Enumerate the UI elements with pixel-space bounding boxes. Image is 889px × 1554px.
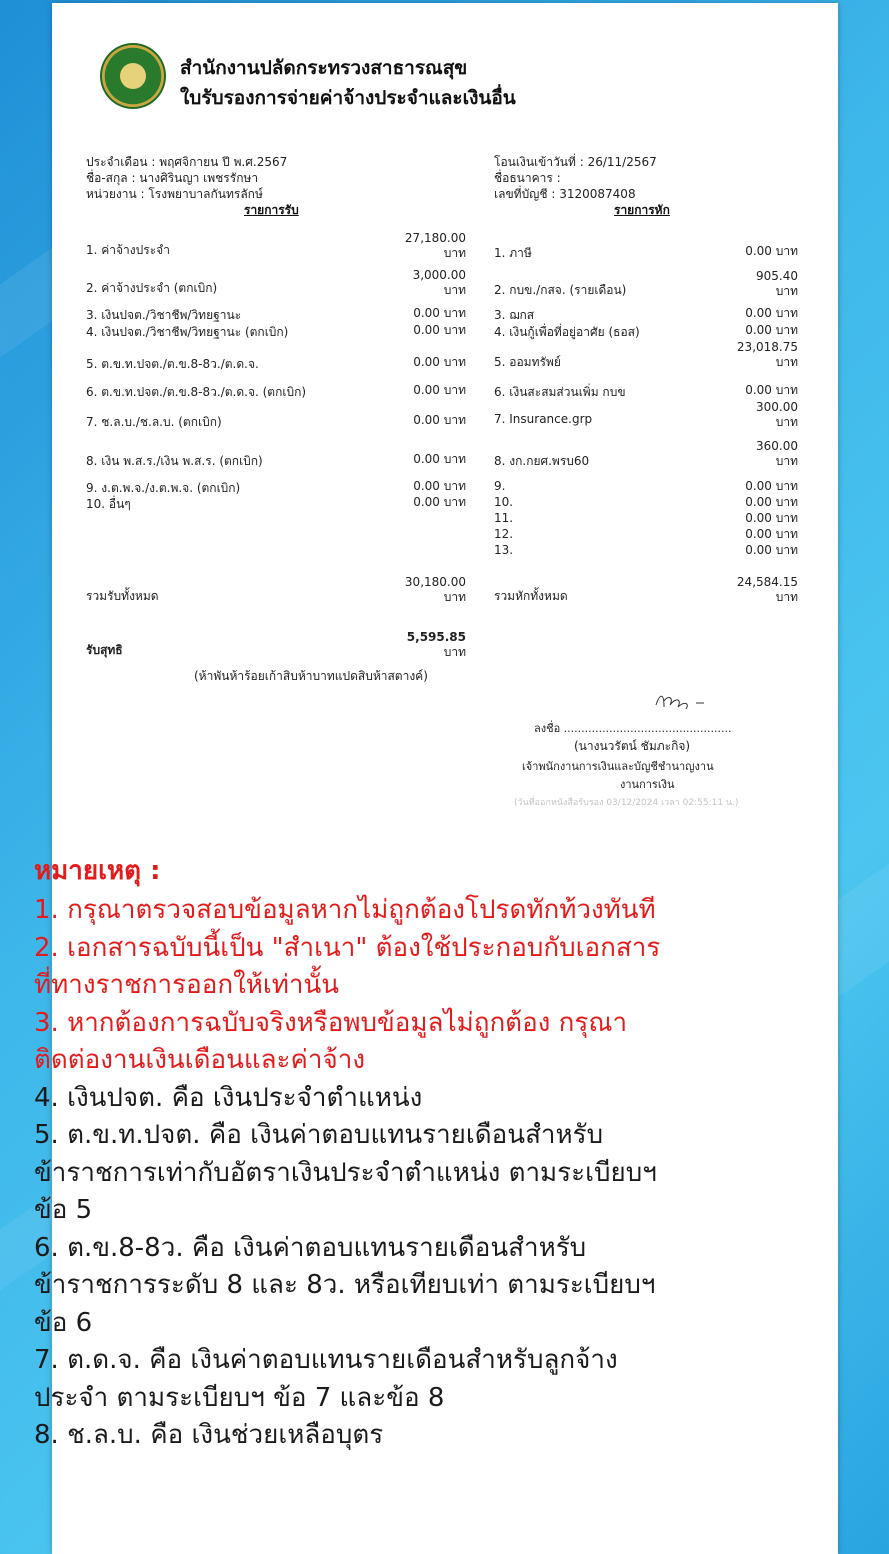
note-line: 8. ช.ล.บ. คือ เงินช่วยเหลือบุตร xyxy=(34,1420,384,1450)
info-transfer-date: โอนเงินเข้าวันที่ : 26/11/2567 xyxy=(494,155,657,169)
deduct-item-amount: 0.00 บาท xyxy=(745,511,798,525)
income-item-amount: 0.00 บาท xyxy=(413,495,466,509)
note-line: 7. ต.ด.จ. คือ เงินค่าตอบแทนรายเดือนสำหรับลูกจ้าง xyxy=(34,1345,618,1375)
deduct-item-label: 5. ออมทรัพย์ xyxy=(494,355,561,369)
notes-title: หมายเหตุ : xyxy=(34,856,161,886)
deduct-item-label: 13. xyxy=(494,543,514,557)
note-line: 6. ต.ข.8-8ว. คือ เงินค่าตอบแทนรายเดือนสำหรับ xyxy=(34,1232,587,1263)
signer-name: (นางนวรัตน์ ชัมภะกิจ) xyxy=(574,739,691,753)
income-item-label: 10. อื่นๆ xyxy=(86,497,131,511)
note-line: ข้าราชการระดับ 8 และ 8ว. หรือเทียบเท่า ตามระเบียบฯ xyxy=(34,1270,656,1300)
deduct-total-label: รวมหักทั้งหมด xyxy=(494,589,568,603)
signer-position: เจ้าพนักงานการเงินและบัญชีชำนาญงาน xyxy=(522,760,714,773)
deduct-item-amount: 0.00 บาท xyxy=(745,383,798,397)
income-item-label: 9. ง.ต.พ.จ./ง.ต.พ.จ. (ตกเบิก) xyxy=(86,481,241,495)
income-item-label: 7. ช.ล.บ./ช.ล.บ. (ตกเบิก) xyxy=(86,415,222,429)
info-name: ชื่อ-สกุล : นางศิรินญา เพชรรักษา xyxy=(86,171,259,185)
income-item-label: 8. เงิน พ.ส.ร./เงิน พ.ส.ร. (ตกเบิก) xyxy=(86,454,263,468)
income-item-label: 4. เงินปจต./วิชาชีพ/วิทยฐานะ (ตกเบิก) xyxy=(86,325,289,339)
deduct-item-label: 7. Insurance.grp xyxy=(494,412,593,426)
deduct-item-amount: 0.00 บาท xyxy=(745,495,798,509)
notes-section xyxy=(34,852,784,1455)
document-title: ใบรับรองการจ่ายค่าจ้างประจำและเงินอื่น xyxy=(180,87,516,109)
income-item-amount: 0.00 บาท xyxy=(413,413,466,427)
deduct-item-label: 6. เงินสะสมส่วนเพิ่ม กบข xyxy=(494,385,626,399)
deduct-item-amount: 23,018.75 บาท xyxy=(736,340,798,369)
info-account: เลขที่บัญชี : 3120087408 xyxy=(494,187,636,201)
info-bank: ชื่อธนาคาร : xyxy=(494,171,561,185)
income-total-amount: 30,180.00 บาท xyxy=(404,575,466,604)
note-line: 5. ต.ข.ท.ปจต. คือ เงินค่าตอบแทนรายเดือนสำหรับ xyxy=(34,1120,604,1150)
income-item-amount: 0.00 บาท xyxy=(413,323,466,337)
deduct-item-amount: 0.00 บาท xyxy=(745,244,798,258)
deduct-heading: รายการหัก xyxy=(614,203,670,217)
info-month: ประจำเดือน : พฤศจิกายน ปี พ.ศ.2567 xyxy=(86,155,288,169)
deduct-item-amount: 360.00 บาท xyxy=(756,439,798,468)
deduct-item-label: 8. งก.กยศ.พรบ60 xyxy=(494,454,590,468)
issue-timestamp: (วันที่ออกหนังสือรับรอง 03/12/2024 เวลา 02:55:11 น.) xyxy=(514,798,739,808)
income-item-amount: 3,000.00 บาท xyxy=(412,268,466,297)
net-amount: 5,595.85 บาท xyxy=(406,630,466,659)
deduct-item-label: 12. xyxy=(494,527,514,541)
info-unit: หน่วยงาน : โรงพยาบาลกันทรลักษ์ xyxy=(86,187,263,201)
net-amount-in-words: (ห้าพันห้าร้อยเก้าสิบห้าบาทแปดสิบห้าสตางค์) xyxy=(194,669,428,683)
note-line: 1. กรุณาตรวจสอบข้อมูลหากไม่ถูกต้องโปรดทักท้วงทันที xyxy=(34,895,656,925)
note-line: ที่ทางราชการออกให้เท่านั้น xyxy=(34,970,340,1000)
income-item-amount: 0.00 บาท xyxy=(413,452,466,466)
deduct-item-label: 4. เงินกู้เพื่อที่อยู่อาศัย (ธอส) xyxy=(494,325,640,339)
income-total-label: รวมรับทั้งหมด xyxy=(86,589,159,603)
income-item-label: 3. เงินปจต./วิชาชีพ/วิทยฐานะ xyxy=(86,308,242,322)
deduct-item-amount: 0.00 บาท xyxy=(745,306,798,320)
deduct-item-label: 3. ฌกส xyxy=(494,308,535,322)
note-line: ข้าราชการเท่ากับอัตราเงินประจำตำแหน่ง ตามระเบียบฯ xyxy=(34,1157,657,1188)
deduct-item-amount: 0.00 บาท xyxy=(745,543,798,557)
signer-department: งานการเงิน xyxy=(620,778,675,791)
income-item-label: 5. ต.ข.ท.ปจต./ต.ข.8-8ว./ต.ด.จ. xyxy=(86,357,259,371)
income-item-label: 2. ค่าจ้างประจำ (ตกเบิก) xyxy=(86,281,218,295)
income-item-amount: 0.00 บาท xyxy=(413,479,466,493)
deduct-item-amount: 0.00 บาท xyxy=(745,527,798,541)
deduct-item-label: 9. xyxy=(494,479,506,493)
deduct-item-amount: 0.00 บาท xyxy=(745,323,798,337)
ministry-seal-logo xyxy=(100,43,166,109)
income-item-label: 1. ค่าจ้างประจำ xyxy=(86,243,170,257)
income-item-amount: 27,180.00 บาท xyxy=(404,231,466,260)
deduct-item-amount: 0.00 บาท xyxy=(745,479,798,493)
deduct-item-amount: 905.40 บาท xyxy=(756,269,798,298)
deduct-total-amount: 24,584.15 บาท xyxy=(736,575,798,604)
note-line: ข้อ 6 xyxy=(34,1307,93,1338)
income-item-amount: 0.00 บาท xyxy=(413,383,466,397)
deduct-item-label: 2. กบข./กสจ. (รายเดือน) xyxy=(494,283,627,297)
note-line: 4. เงินปจต. คือ เงินประจำตำแหน่ง xyxy=(34,1082,423,1113)
income-item-amount: 0.00 บาท xyxy=(413,306,466,320)
income-heading: รายการรับ xyxy=(244,203,299,217)
note-line: 2. เอกสารฉบับนี้เป็น "สำเนา" ต้องใช้ประกอบกับเอกสาร xyxy=(34,932,661,963)
income-item-amount: 0.00 บาท xyxy=(413,355,466,369)
note-line: ประจำ ตามระเบียบฯ ข้อ 7 และข้อ 8 xyxy=(34,1382,445,1413)
note-line: 3. หากต้องการฉบับจริงหรือพบข้อมูลไม่ถูกต้อง กรุณา xyxy=(34,1007,628,1038)
deduct-item-amount: 300.00 บาท xyxy=(756,400,798,429)
note-line: ติดต่องานเงินเดือนและค่าจ้าง xyxy=(34,1045,366,1075)
note-line: ข้อ 5 xyxy=(34,1195,93,1225)
deduct-item-label: 10. xyxy=(494,495,514,509)
deduct-item-label: 11. xyxy=(494,511,514,525)
org-name: สำนักงานปลัดกระทรวงสาธารณสุข xyxy=(180,57,468,79)
signature-scribble xyxy=(652,691,712,713)
signature-line: ลงชื่อ ................................................ xyxy=(534,722,732,735)
income-item-label: 6. ต.ข.ท.ปจต./ต.ข.8-8ว./ต.ด.จ. (ตกเบิก) xyxy=(86,385,307,399)
net-label: รับสุทธิ xyxy=(86,643,123,657)
document-header xyxy=(100,43,800,113)
deduct-item-label: 1. ภาษี xyxy=(494,246,532,260)
